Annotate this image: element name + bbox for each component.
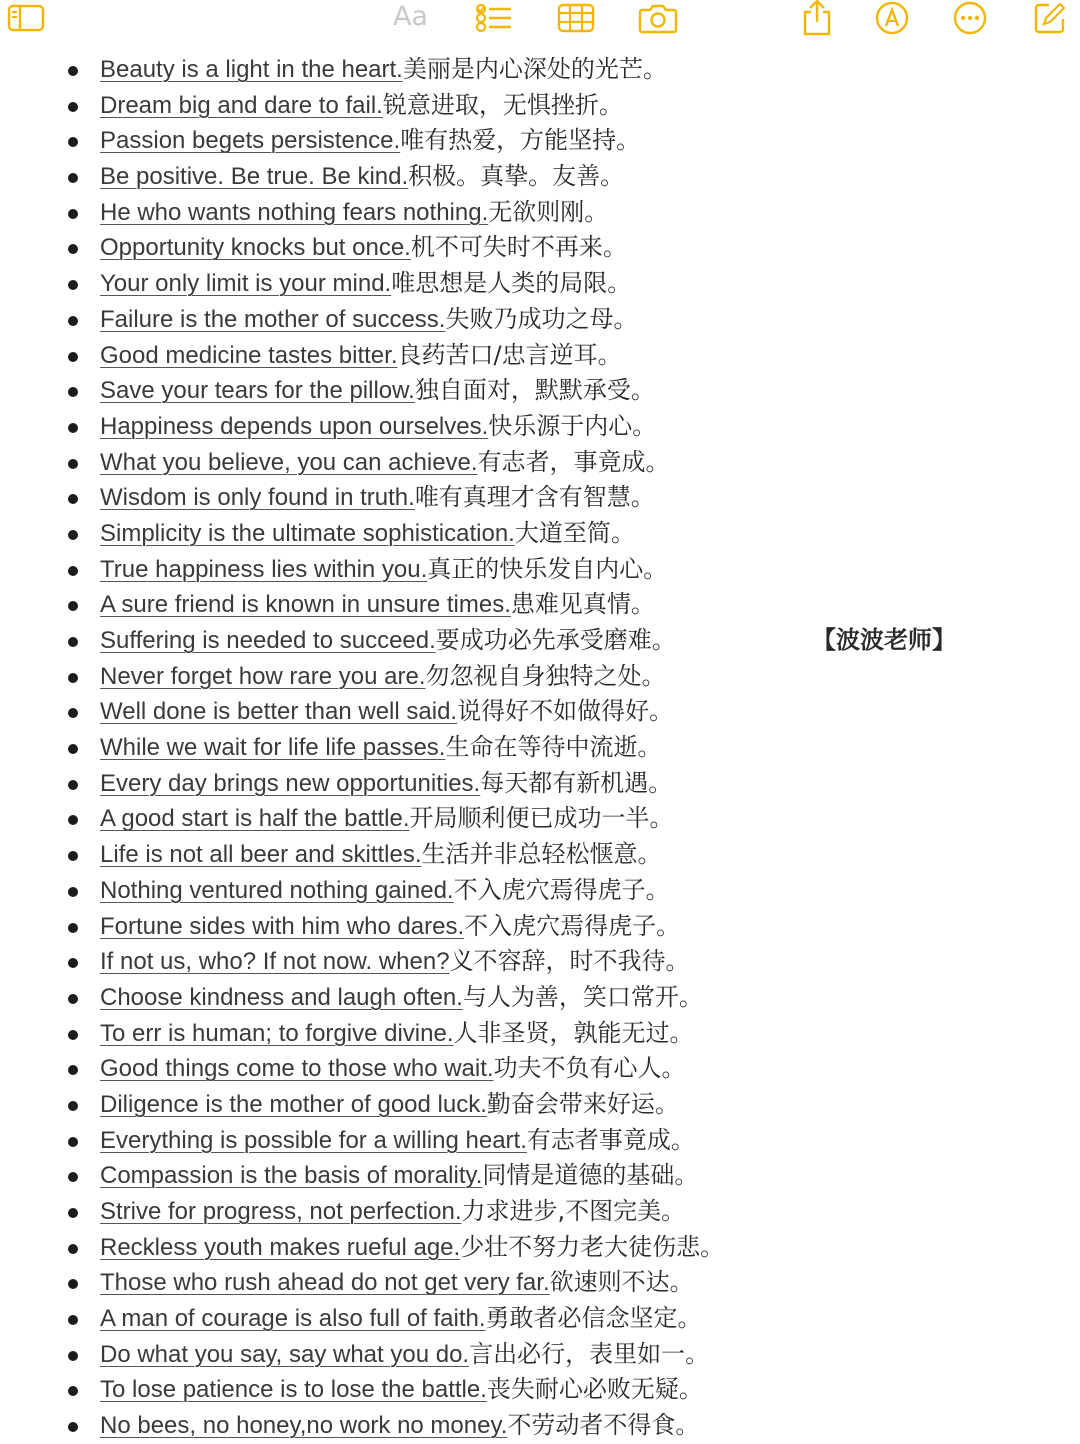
list-item-text [100, 123, 640, 159]
list-item [0, 1301, 1080, 1337]
chinese-translation: 少壮不努力老大徒伤悲。 [460, 1232, 725, 1261]
list-item-text [100, 1051, 686, 1087]
english-quote-link[interactable]: Wisdom is only found in truth. [100, 484, 415, 512]
english-quote-link[interactable]: Choose kindness and laugh often. [100, 983, 463, 1011]
bullet-list [0, 52, 1080, 1444]
chinese-translation: 有志者事竟成。 [526, 1125, 695, 1154]
list-item [0, 1372, 1080, 1408]
format-button[interactable]: Aa [393, 1, 429, 32]
bullet-dot [68, 780, 78, 790]
list-item [0, 1016, 1080, 1052]
list-item-text [100, 52, 667, 88]
english-quote-link[interactable]: Passion begets persistence. [100, 127, 401, 155]
chinese-translation: 不入虎穴焉得虎子。 [464, 911, 681, 940]
bullet-dot [68, 280, 78, 290]
english-quote-link[interactable]: Failure is the mother of success. [100, 305, 446, 333]
list-item [0, 1123, 1080, 1159]
chinese-translation: 唯思想是人类的局限。 [391, 269, 632, 298]
bullet-dot [68, 316, 78, 326]
english-quote-link[interactable]: Those who rush ahead do not get very far. [100, 1269, 550, 1297]
more-icon [952, 0, 988, 36]
chinese-translation: 唯有真理才含有智慧。 [414, 483, 655, 512]
bullet-dot [68, 566, 78, 576]
english-quote-link[interactable]: Save your tears for the pillow. [100, 377, 415, 405]
bullet-dot [68, 1279, 78, 1289]
list-item-text [100, 1158, 698, 1194]
list-item [0, 552, 1080, 588]
chinese-translation: 锐意进取，无惧挫折。 [382, 90, 623, 119]
list-item-text [100, 730, 661, 766]
bullet-dot [68, 459, 78, 469]
chinese-translation: 人非圣贤，孰能无过。 [453, 1018, 694, 1047]
bullet-dot [68, 1244, 78, 1254]
checklist-button[interactable] [474, 0, 514, 36]
english-quote-link[interactable]: To err is human; to forgive divine. [100, 1019, 454, 1047]
chinese-translation: 不劳动者不得食。 [507, 1411, 700, 1440]
chinese-translation: 力求进步,不图完美。 [461, 1197, 686, 1225]
chinese-translation: 功夫不负有心人。 [493, 1054, 686, 1083]
bullet-dot [68, 1422, 78, 1432]
list-item [0, 302, 1080, 338]
list-item-text [100, 587, 655, 623]
bullet-dot [68, 102, 78, 112]
list-item-text [100, 659, 666, 695]
english-quote-link[interactable]: What you believe, you can achieve. [100, 448, 478, 476]
list-item [0, 944, 1080, 980]
bullet-dot [68, 851, 78, 861]
list-item-text [100, 373, 655, 409]
bullet-dot [68, 1030, 78, 1040]
english-quote-link[interactable]: A good start is half the battle. [100, 805, 410, 833]
list-item-text [100, 266, 631, 302]
list-item-text [100, 944, 690, 980]
chinese-translation: 与人为善，笑口常开。 [462, 982, 703, 1011]
english-quote-link[interactable]: Everything is possible for a willing heart. [100, 1126, 527, 1154]
bullet-dot [68, 423, 78, 433]
list-item [0, 159, 1080, 195]
list-item [0, 445, 1080, 481]
bullet-dot [68, 494, 78, 504]
bullet-dot [68, 744, 78, 754]
chinese-translation: 失败乃成功之母。 [445, 304, 638, 333]
list-item-text [100, 1087, 679, 1123]
english-quote-link[interactable]: Beauty is a light in the heart. [100, 56, 403, 83]
list-item-text [100, 1016, 694, 1052]
chinese-translation: 患难见真情。 [510, 590, 655, 619]
note-body[interactable] [0, 52, 1080, 1444]
bullet-dot [68, 1351, 78, 1361]
list-item [0, 873, 1080, 909]
chinese-translation: 说得好不如做得好。 [457, 697, 674, 726]
list-item-text [100, 230, 627, 266]
toolbar [0, 0, 1080, 40]
list-item [0, 1051, 1080, 1087]
bullet-dot [68, 958, 78, 968]
watermark: 【波波老师】 [812, 626, 956, 654]
list-item-text [100, 1194, 685, 1230]
list-item-text [100, 1337, 709, 1373]
english-quote-link[interactable]: Do what you say, say what you do. [100, 1340, 470, 1368]
bullet-dot [68, 708, 78, 718]
list-item [0, 1194, 1080, 1230]
list-item [0, 230, 1080, 266]
chinese-translation: 无欲则刚。 [488, 197, 609, 226]
bullet-dot [68, 209, 78, 219]
camera-button[interactable] [638, 0, 678, 36]
chinese-translation: 真正的快乐发自内心。 [427, 554, 668, 583]
english-quote-link[interactable]: Opportunity knocks but once. [100, 234, 411, 262]
list-item [0, 516, 1080, 552]
list-item-text [100, 873, 670, 909]
list-item-text [100, 159, 624, 195]
chinese-translation: 生活并非总轻松惬意。 [421, 840, 662, 869]
chinese-translation: 快乐源于内心。 [488, 411, 657, 440]
list-item-text [100, 837, 662, 873]
list-item-text [100, 909, 680, 945]
bullet-dot [68, 1386, 78, 1396]
chinese-translation: 勤奋会带来好运。 [486, 1089, 679, 1118]
list-item-text [100, 338, 622, 374]
share-icon [801, 0, 833, 36]
list-item [0, 1408, 1080, 1444]
list-item [0, 409, 1080, 445]
chinese-translation: 美丽是内心深处的光芒。 [402, 55, 667, 83]
compose-icon [1033, 1, 1067, 35]
sidebar-icon [7, 3, 45, 33]
chinese-translation: 机不可失时不再来。 [410, 233, 627, 262]
english-quote-link[interactable]: While we wait for life life passes. [100, 734, 446, 762]
bullet-dot [68, 1101, 78, 1111]
chinese-translation: 良药苦口/忠言逆耳。 [397, 340, 622, 369]
chinese-translation: 言出必行，表里如一。 [469, 1339, 710, 1368]
bullet-dot [68, 1208, 78, 1218]
more-button[interactable] [950, 0, 990, 36]
english-quote-link[interactable]: True happiness lies within you. [100, 555, 428, 583]
bullet-dot [68, 887, 78, 897]
list-item [0, 766, 1080, 802]
list-item [0, 266, 1080, 302]
english-quote-link[interactable]: Be positive. Be true. Be kind. [100, 163, 409, 191]
english-quote-link[interactable]: No bees, no honey,no work no money. [100, 1412, 508, 1440]
markup-icon [874, 0, 910, 36]
chinese-translation: 勇敢者必信念坚定。 [485, 1304, 702, 1333]
english-quote-link[interactable]: Every day brings new opportunities. [100, 769, 481, 797]
bullet-dot [68, 637, 78, 647]
chinese-translation: 唯有热爱，方能坚持。 [400, 126, 641, 155]
list-item-text [100, 445, 670, 481]
chinese-translation: 大道至简。 [514, 518, 635, 547]
list-item-text [100, 88, 623, 124]
list-item-text [100, 980, 703, 1016]
english-quote-link[interactable]: Simplicity is the ultimate sophistication. [100, 519, 515, 547]
list-item-text [100, 552, 667, 588]
chinese-translation: 要成功必先承受磨难。 [435, 626, 676, 654]
chinese-translation: 开局顺利便已成功一半。 [409, 804, 674, 833]
english-quote-link[interactable]: To lose patience is to lose the battle. [100, 1376, 487, 1404]
compose-button[interactable] [1030, 0, 1070, 36]
bullet-dot [68, 173, 78, 183]
english-quote-link[interactable]: Good things come to those who wait. [100, 1055, 494, 1083]
list-item [0, 730, 1080, 766]
chinese-translation: 欲速则不达。 [549, 1268, 694, 1297]
english-quote-link[interactable]: Diligence is the mother of good luck. [100, 1090, 487, 1118]
bullet-dot [68, 137, 78, 147]
english-quote-link[interactable]: Nothing ventured nothing gained. [100, 876, 454, 904]
english-quote-link[interactable]: Life is not all beer and skittles. [100, 841, 422, 869]
list-item [0, 1158, 1080, 1194]
list-item-text [100, 694, 673, 730]
list-item-text [100, 480, 655, 516]
chinese-translation: 每天都有新机遇。 [480, 768, 673, 797]
english-quote-link[interactable]: Never forget how rare you are. [100, 662, 426, 690]
list-item [0, 980, 1080, 1016]
markup-button[interactable] [872, 0, 912, 36]
list-item-text [100, 1123, 695, 1159]
bullet-dot [68, 815, 78, 825]
chinese-translation: 丧失耐心必败无疑。 [486, 1375, 703, 1404]
chinese-translation: 生命在等待中流逝。 [445, 733, 662, 762]
list-item-text [100, 766, 672, 802]
english-quote-link[interactable]: Dream big and dare to fail. [100, 91, 383, 119]
list-item [0, 1087, 1080, 1123]
list-item [0, 1230, 1080, 1266]
list-item [0, 909, 1080, 945]
table-button[interactable] [556, 0, 596, 36]
bullet-dot [68, 387, 78, 397]
english-quote-link[interactable]: Happiness depends upon ourselves. [100, 412, 489, 440]
list-item [0, 587, 1080, 623]
list-item-text [100, 1230, 724, 1266]
list-item-text [100, 1372, 703, 1408]
list-item-text [100, 302, 637, 338]
bullet-dot [68, 352, 78, 362]
bullet-dot [68, 673, 78, 683]
list-item [0, 694, 1080, 730]
bullet-dot [68, 244, 78, 254]
list-item-text [100, 801, 674, 837]
english-quote-link[interactable]: Your only limit is your mind. [100, 270, 392, 298]
sidebar-button[interactable] [6, 0, 46, 36]
checklist-icon [475, 2, 513, 34]
english-quote-link[interactable]: If not us, who? If not now. when? [100, 948, 450, 976]
chinese-translation: 不入虎穴焉得虎子。 [453, 875, 670, 904]
english-quote-link[interactable]: Fortune sides with him who dares. [100, 912, 465, 940]
list-item [0, 837, 1080, 873]
english-quote-link[interactable]: Reckless youth makes rueful age. [100, 1233, 461, 1261]
chinese-translation: 独自面对，默默承受。 [414, 376, 655, 405]
chinese-translation: 积极。真挚。友善。 [408, 162, 625, 191]
table-icon [557, 3, 595, 33]
camera-icon [638, 2, 678, 34]
share-button[interactable] [797, 0, 837, 36]
list-item [0, 659, 1080, 695]
english-quote-link[interactable]: A man of courage is also full of faith. [100, 1305, 486, 1333]
english-quote-link[interactable]: Strive for progress, not perfection. [100, 1198, 462, 1225]
list-item-text [100, 195, 608, 231]
chinese-translation: 义不容辞，时不我待。 [449, 947, 690, 976]
english-quote-link[interactable]: Good medicine tastes bitter. [100, 341, 398, 369]
bullet-dot [68, 1172, 78, 1182]
bullet-dot [68, 923, 78, 933]
list-item [0, 88, 1080, 124]
english-quote-link[interactable]: Compassion is the basis of morality. [100, 1162, 483, 1190]
chinese-translation: 同情是道德的基础。 [482, 1161, 699, 1190]
list-item [0, 338, 1080, 374]
bullet-dot [68, 994, 78, 1004]
list-item [0, 52, 1080, 88]
list-item-text [100, 516, 635, 552]
list-item-text [100, 1265, 694, 1301]
list-item [0, 195, 1080, 231]
list-item [0, 373, 1080, 409]
chinese-translation: 有志者，事竟成。 [477, 447, 670, 476]
list-item [0, 123, 1080, 159]
bullet-dot [68, 1137, 78, 1147]
list-item-text [100, 1408, 699, 1444]
english-quote-link[interactable]: Well done is better than well said. [100, 698, 458, 726]
english-quote-link[interactable]: He who wants nothing fears nothing. [100, 198, 489, 226]
english-quote-link[interactable]: A sure friend is known in unsure times. [100, 591, 511, 619]
list-item-text [100, 409, 656, 445]
list-item [0, 801, 1080, 837]
bullet-dot [68, 1315, 78, 1325]
list-item [0, 480, 1080, 516]
list-item [0, 1265, 1080, 1301]
bullet-dot [68, 1065, 78, 1075]
bullet-dot [68, 601, 78, 611]
list-item-text [100, 623, 676, 659]
chinese-translation: 勿忽视自身独特之处。 [425, 661, 666, 690]
english-quote-link[interactable]: Suffering is needed to succeed. [100, 627, 436, 654]
list-item [0, 1337, 1080, 1373]
bullet-dot [68, 530, 78, 540]
list-item-text [100, 1301, 702, 1337]
bullet-dot [68, 66, 78, 76]
